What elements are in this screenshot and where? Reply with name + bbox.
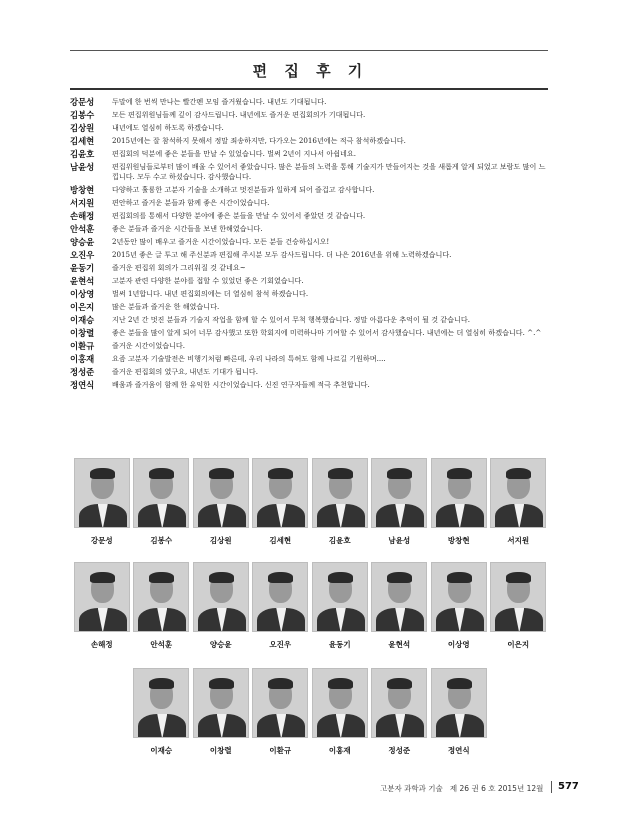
portrait-photo [312,562,368,632]
portrait-photo [431,562,487,632]
comment-row [70,328,550,338]
comment-row [70,354,550,364]
comment-row [70,162,550,182]
portrait-card [252,458,308,546]
comment-text: 요즘 고분자 기술발전은 비행기처럼 빠른데, 우리 나라의 특허도 함께 나르길 기원하며.... [112,354,386,363]
portrait-card [312,668,368,756]
comment-author: 양승윤 [70,237,95,247]
portrait-card [431,562,487,650]
comment-row [70,211,550,221]
comment-row [70,289,550,299]
comment-author: 이환규 [70,341,95,351]
portrait-name: 김윤호 [328,536,351,545]
comment-text: 즐거운 편집회의 였구요, 내년도 기대가 됩니다. [112,367,258,376]
comment-author: 이창렬 [70,328,95,338]
portrait-photo [133,458,189,528]
portrait-name: 김세현 [269,536,292,545]
portrait-card [133,562,189,650]
comment-text: 2015년 좋은 글 투고 해 주신분과 편집해 주시분 모두 감사드립니다. 더 나은 2016년을 위해 노력하겠습니다. [112,250,452,259]
comment-text: 좋은 분들을 많이 알게 되어 너무 감사했고 또한 학회지에 미력하나마 기여할 수 있어서 감사했습니다. 내년에는 더 열심히 하겠습니다. ^.^ [112,328,542,337]
portrait-card [312,562,368,650]
portrait-photo [371,458,427,528]
portrait-photo [490,562,546,632]
title-rule [70,88,548,90]
portrait-name: 윤동기 [328,640,351,649]
issue-info: 제 26 권 6 호 2015년 12월 [449,784,544,793]
portrait-photo [431,458,487,528]
portrait-photo [133,562,189,632]
comment-text: 좋은 분들과 즐거운 시간들을 보낸 한해였습니다. [112,224,263,233]
portrait-photo [74,562,130,632]
comment-author: 이홍재 [70,354,95,364]
portrait-photo [74,458,130,528]
comment-row [70,380,550,390]
portrait-card [74,562,130,650]
portrait-photo [252,458,308,528]
portrait-name: 방창현 [447,536,470,545]
comment-row [70,136,550,146]
page-top-rule [70,50,548,51]
journal-footer [380,783,543,794]
portrait-card [431,458,487,546]
portrait-photo [371,668,427,738]
comment-text: 벌써 1년합니다. 내년 편집회의에는 더 열심히 참석 하겠습니다. [112,289,309,298]
comment-text: 편안하고 즐거운 분들과 함께 좋은 시간이었습니다. [112,198,270,207]
portrait-card [312,458,368,546]
comment-author: 김상원 [70,123,95,133]
portrait-card [371,668,427,756]
footer-divider [551,781,552,793]
comment-row [70,263,550,273]
portrait-name: 오진우 [269,640,292,649]
comment-row [70,123,550,133]
comment-author: 손해정 [70,211,95,221]
portrait-name: 정연식 [447,746,470,755]
comment-author: 이상영 [70,289,95,299]
comment-row [70,341,550,351]
page-title: 편 집 후 기 [252,62,369,80]
portrait-row [70,458,550,563]
comment-row [70,149,550,159]
portrait-photo [431,668,487,738]
comment-row [70,97,550,107]
comment-text: 편집위원님들로부터 많이 배울 수 있어서 좋았습니다. 많은 분들의 노력을 통해 기술지가 만들어지는 것을 새롭게 알게 되었고 보람도 많이 느낍니다. 모두 수고 하셨습니다. 감사했습니다. [112,162,546,181]
comment-text: 고분자 관련 다양한 분야를 접할 수 있었던 좋은 기회였습니다. [112,276,304,285]
portrait-photo [252,668,308,738]
portrait-photo [193,668,249,738]
portrait-name: 강문성 [90,536,113,545]
portrait-name: 김봉수 [150,536,173,545]
portrait-card [490,458,546,546]
comment-author: 남윤성 [70,162,95,172]
portrait-card [252,562,308,650]
portrait-row [70,668,550,773]
comment-text: 두말에 한 번씩 만나는 빨간펜 모임 즐거웠습니다. 내년도 기대됩니다. [112,97,327,106]
comment-row [70,110,550,120]
portrait-row [70,562,550,667]
comment-text: 즐거운 시간이었습니다. [112,341,186,350]
portrait-card [133,458,189,546]
comment-row [70,276,550,286]
portrait-photo [252,562,308,632]
comment-row [70,250,550,260]
comment-author: 윤현석 [70,276,95,286]
comment-row [70,315,550,325]
portrait-card [193,562,249,650]
comment-row [70,237,550,247]
portrait-name: 안석훈 [150,640,173,649]
comment-text: 편집회의를 통해서 다양한 분야에 좋은 분들을 만날 수 있어서 좋았던 것 같습니다. [112,211,366,220]
comment-author: 안석훈 [70,224,95,234]
portrait-name: 손해정 [90,640,113,649]
comment-row [70,302,550,312]
portrait-card [193,668,249,756]
portrait-photo [312,458,368,528]
portrait-card [193,458,249,546]
portrait-name: 윤현석 [388,640,411,649]
comment-author: 서지원 [70,198,95,208]
comment-text: 2015년에는 잘 참석하지 못해서 정말 죄송하지만, 다가오는 2016년에는 적극 참석하겠습니다. [112,136,406,145]
comment-text: 편집회의 덕분에 좋은 분들을 만날 수 있었습니다. 벌써 2년이 지나서 아쉽네요. [112,149,356,158]
page-number: 577 [558,781,579,792]
journal-name: 고분자 과학과 기술 [380,784,443,793]
portrait-name: 이재승 [150,746,173,755]
comment-row [70,224,550,234]
portrait-name: 서지원 [507,536,530,545]
portrait-photo [193,458,249,528]
comment-row [70,367,550,377]
comment-author: 정연식 [70,380,95,390]
portrait-photo [133,668,189,738]
comment-author: 윤동기 [70,263,95,273]
portrait-name: 양승윤 [209,640,232,649]
portrait-name: 이상영 [447,640,470,649]
portrait-photo [312,668,368,738]
comment-author: 김봉수 [70,110,95,120]
comment-author: 이은지 [70,302,95,312]
portrait-card [371,458,427,546]
comment-author: 김윤호 [70,149,95,159]
comment-row [70,185,550,195]
portrait-name: 이은지 [507,640,530,649]
comment-author: 방창현 [70,185,95,195]
comment-text: 배움과 즐거움이 함께 한 유익한 시간이었습니다. 신진 연구자들께 적극 추천합니다. [112,380,370,389]
portrait-card [74,458,130,546]
comment-author: 이재승 [70,315,95,325]
portrait-card [371,562,427,650]
portrait-name: 정성준 [388,746,411,755]
portrait-card [133,668,189,756]
comment-text: 즐거운 편집위 회의가 그리워질 것 같네요~ [112,263,246,272]
portrait-card [252,668,308,756]
portrait-name: 이환규 [269,746,292,755]
portrait-name: 남윤성 [388,536,411,545]
comment-author: 김세현 [70,136,95,146]
comment-author: 정성준 [70,367,95,377]
portrait-name: 이창렬 [209,746,232,755]
portrait-photo [193,562,249,632]
comment-text: 다양하고 훌륭한 고분자 기술을 소개하고 멋진분들과 일하게 되어 즐겁고 감사합니다. [112,185,375,194]
comment-text: 많은 분들과 즐거운 한 해였습니다. [112,302,220,311]
comment-list [70,97,550,393]
portrait-photo [371,562,427,632]
comment-author: 오진우 [70,250,95,260]
comment-row [70,198,550,208]
comment-text: 모든 편집위원님들께 깊이 감사드립니다. 내년에도 즐거운 편집회의가 기대됩니다. [112,110,366,119]
portrait-name: 이홍재 [328,746,351,755]
comment-text: 지난 2년 간 멋진 분들과 기술지 작업을 함께 할 수 있어서 무척 행복했습니다. 정말 아름다운 추억이 될 것 같습니다. [112,315,470,324]
comment-text: 2년동안 많이 배우고 즐거운 시간이었습니다. 모든 분들 건승하십시오! [112,237,330,246]
portrait-photo [490,458,546,528]
portrait-card [431,668,487,756]
portrait-card [490,562,546,650]
comment-author: 강문성 [70,97,95,107]
portrait-name: 김상원 [209,536,232,545]
comment-text: 내년에도 열심히 하도록 하겠습니다. [112,123,224,132]
